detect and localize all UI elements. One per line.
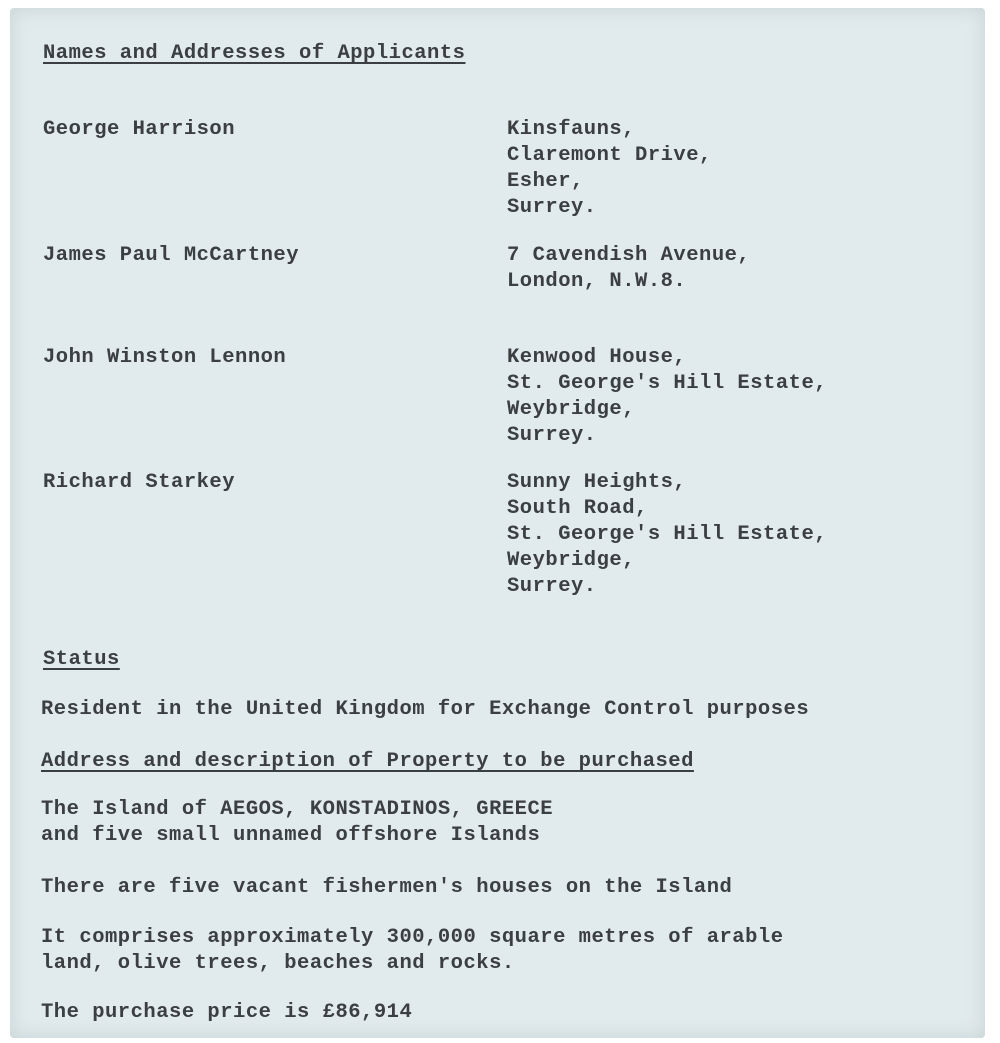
address-line: Kinsfauns, [507, 118, 636, 141]
address-line: Surrey. [507, 196, 597, 219]
status-text: Resident in the United Kingdom for Exchange Control purposes [41, 698, 810, 721]
applicant-name-lennon: John Winston Lennon [43, 346, 287, 369]
houses-text: There are five vacant fishermen's houses on the Island [41, 876, 733, 899]
applicant-address-mccartney [507, 243, 750, 295]
address-line: Surrey. [507, 424, 597, 447]
applicant-address-starkey [507, 470, 827, 600]
applicants-heading: Names and Addresses of Applicants [43, 42, 466, 65]
comprises-line: land, olive trees, beaches and rocks. [41, 952, 515, 975]
status-heading: Status [43, 648, 120, 671]
address-line: Weybridge, [507, 549, 636, 572]
address-line: Weybridge, [507, 398, 636, 421]
address-line: 7 Cavendish Avenue, [507, 244, 751, 267]
document-page [10, 8, 985, 1038]
address-line: Sunny Heights, [507, 471, 687, 494]
property-heading: Address and description of Property to be purchased [41, 750, 694, 773]
comprises-text [41, 925, 784, 977]
purchase-price-text: The purchase price is £86,914 [41, 1001, 413, 1024]
property-line: The Island of AEGOS, KONSTADINOS, GREECE [41, 798, 554, 821]
applicant-address-lennon [507, 345, 827, 449]
address-line: Esher, [507, 170, 584, 193]
address-line: Kenwood House, [507, 346, 687, 369]
applicant-address-harrison [507, 117, 712, 221]
address-line: Surrey. [507, 575, 597, 598]
property-description [41, 797, 553, 849]
address-line: London, N.W.8. [507, 270, 687, 293]
address-line: South Road, [507, 497, 648, 520]
applicant-name-mccartney: James Paul McCartney [43, 244, 300, 267]
property-line: and five small unnamed offshore Islands [41, 824, 541, 847]
applicant-name-starkey: Richard Starkey [43, 471, 236, 494]
comprises-line: It comprises approximately 300,000 square metres of arable [41, 926, 784, 949]
applicant-name-harrison: George Harrison [43, 118, 236, 141]
address-line: St. George's Hill Estate, [507, 372, 828, 395]
address-line: Claremont Drive, [507, 144, 712, 167]
address-line: St. George's Hill Estate, [507, 523, 828, 546]
